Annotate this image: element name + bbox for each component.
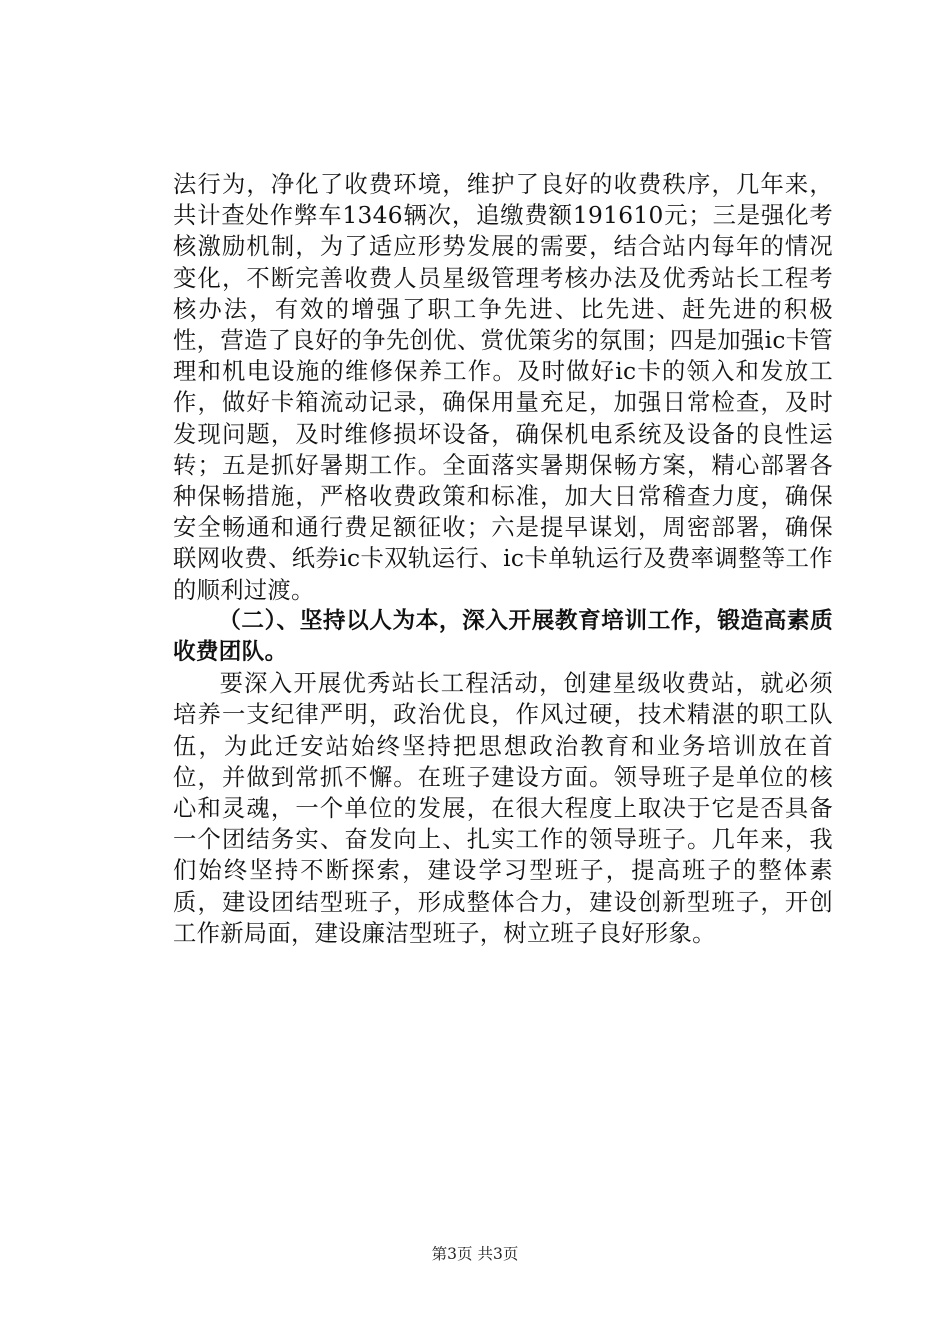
- page-number-footer: 第3页 共3页: [431, 1245, 519, 1263]
- section-heading: （二）、坚持以人为本，深入开展教育培训工作，锻造高素质收费团队。: [173, 607, 833, 666]
- document-body: [173, 169, 833, 949]
- body-paragraph: 要深入开展优秀站长工程活动，创建星级收费站，就必须培养一支纪律严明，政治优良，作风过硬，技术精湛的职工队伍，为此迁安站始终坚持把思想政治教育和业务培训放在首位，并做到常抓不懈。在班子建设方面。领导班子是单位的核心和灵魂，一个单位的发展，在很大程度上取决于它是否具备一个团结务实、奋发向上、扎实工作的领导班子。几年来，我们始终坚持不断探索，建设学习型班子，提高班子的整体素质，建设团结型班子，形成整体合力，建设创新型班子，开创工作新局面，建设廉洁型班子，树立班子良好形象。: [173, 670, 833, 947]
- body-paragraph-continuation: 法行为，净化了收费环境，维护了良好的收费秩序，几年来，共计查处作弊车1346辆次，追缴费额191610元；三是强化考核激励机制，为了适应形势发展的需要，结合站内每年的情况变化，不断完善收费人员星级管理考核办法及优秀站长工程考核办法，有效的增强了职工争先进、比先进、赶先进的积极性，营造了良好的争先创优、赏优策劣的氛围；四是加强ic卡管理和机电设施的维修保养工作。及时做好ic卡的领入和发放工作，做好卡箱流动记录，确保用量充足，加强日常检查，及时发现问题，及时维修损坏设备，确保机电系统及设备的良性运转；五是抓好暑期工作。全面落实暑期保畅方案，精心部署各种保畅措施，严格收费政策和标准，加大日常稽查力度，确保安全畅通和通行费足额征收；六是提早谋划，周密部署，确保联网收费、纸券ic卡双轨运行、ic卡单轨运行及费率调整等工作的顺利过渡。: [173, 171, 833, 604]
